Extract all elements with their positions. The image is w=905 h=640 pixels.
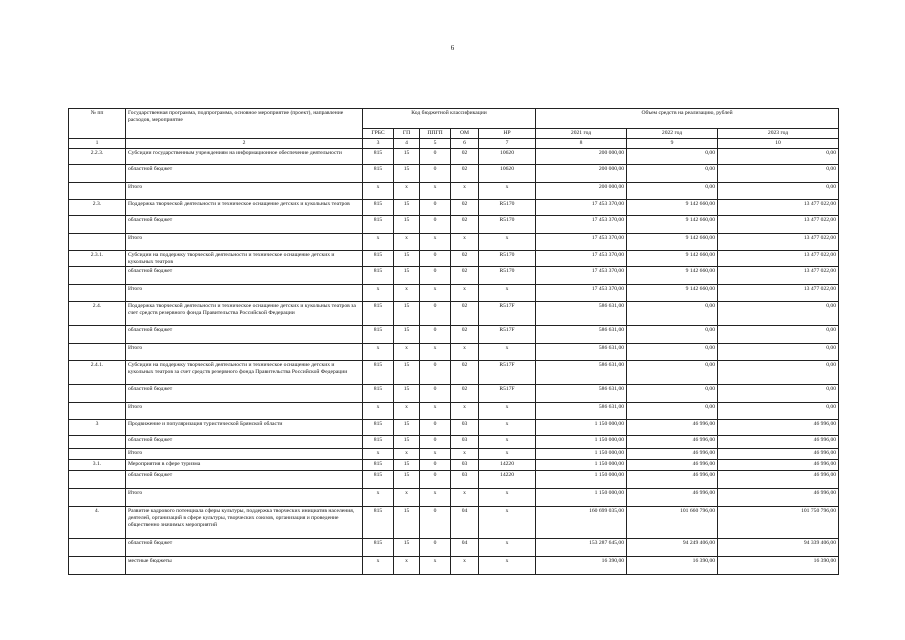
cell-nr: R517F	[479, 302, 536, 326]
cell-v2023: 46 996,00	[718, 449, 839, 460]
cell-v2021: 17 453 370,00	[536, 267, 627, 285]
cell-nr: 14220	[479, 460, 536, 471]
cell-name: Субсидии на поддержку творческой деятельности и техническое оснащение детских и кукольных театров	[126, 251, 363, 267]
table-row	[69, 234, 839, 251]
cell-ppgp: х	[420, 344, 451, 361]
cell-v2021: 17 453 370,00	[536, 216, 627, 234]
cell-v2023: 13 477 022,00	[718, 267, 839, 285]
table-row	[69, 216, 839, 234]
col-number: 4	[394, 139, 420, 149]
cell-v2022: 9 142 660,00	[627, 234, 718, 251]
cell-om: 02	[451, 361, 479, 385]
cell-om: х	[451, 344, 479, 361]
cell-num	[69, 403, 126, 420]
cell-v2022: 9 142 660,00	[627, 251, 718, 267]
cell-v2022: 9 142 660,00	[627, 267, 718, 285]
cell-grbs: 815	[363, 267, 394, 285]
cell-gp: 15	[394, 165, 420, 183]
cell-v2021: 200 000,00	[536, 165, 627, 183]
cell-om: х	[451, 489, 479, 507]
cell-v2021: 586 631,00	[536, 302, 627, 326]
cell-ppgp: 0	[420, 436, 451, 449]
cell-v2022: 9 142 660,00	[627, 285, 718, 302]
table-row	[69, 539, 839, 557]
cell-v2023: 0,00	[718, 403, 839, 420]
cell-nr: R517F	[479, 326, 536, 344]
cell-ppgp: 0	[420, 471, 451, 489]
cell-name: областной бюджет	[126, 165, 363, 183]
cell-om: 02	[451, 149, 479, 165]
cell-nr: х	[479, 234, 536, 251]
cell-v2022: 0,00	[627, 385, 718, 403]
cell-name: областной бюджет	[126, 385, 363, 403]
cell-ppgp: 0	[420, 420, 451, 436]
cell-v2021: 586 631,00	[536, 403, 627, 420]
cell-v2023: 13 477 022,00	[718, 251, 839, 267]
cell-num	[69, 344, 126, 361]
cell-v2023: 46 996,00	[718, 460, 839, 471]
cell-grbs: 815	[363, 200, 394, 216]
cell-num: 2.3.1.	[69, 251, 126, 267]
cell-ppgp: х	[420, 403, 451, 420]
cell-v2023: 0,00	[718, 361, 839, 385]
cell-gp: х	[394, 234, 420, 251]
cell-om: 04	[451, 539, 479, 557]
cell-v2022: 9 142 660,00	[627, 216, 718, 234]
cell-grbs: х	[363, 344, 394, 361]
cell-v2023: 46 996,00	[718, 489, 839, 507]
cell-nr: R5170	[479, 267, 536, 285]
cell-gp: 15	[394, 251, 420, 267]
cell-grbs: 815	[363, 149, 394, 165]
cell-v2021: 200 000,00	[536, 149, 627, 165]
cell-v2021: 153 287 645,00	[536, 539, 627, 557]
cell-grbs: х	[363, 403, 394, 420]
cell-grbs: 815	[363, 436, 394, 449]
cell-name: областной бюджет	[126, 539, 363, 557]
cell-v2023: 101 750 796,00	[718, 507, 839, 539]
cell-v2022: 46 996,00	[627, 489, 718, 507]
table-row	[69, 385, 839, 403]
table-row	[69, 251, 839, 267]
cell-v2021: 1 150 000,00	[536, 460, 627, 471]
cell-num: 4.	[69, 507, 126, 539]
cell-name: областной бюджет	[126, 216, 363, 234]
page-number: 6	[450, 44, 455, 52]
cell-gp: 15	[394, 216, 420, 234]
cell-gp: 15	[394, 539, 420, 557]
cell-v2021: 16 390,00	[536, 557, 627, 575]
cell-nr: х	[479, 344, 536, 361]
cell-nr: R5170	[479, 251, 536, 267]
cell-nr: х	[479, 285, 536, 302]
header-grbs: ГРБС	[363, 129, 394, 139]
cell-grbs: х	[363, 489, 394, 507]
cell-name: Итого	[126, 403, 363, 420]
cell-ppgp: 0	[420, 216, 451, 234]
cell-grbs: 815	[363, 385, 394, 403]
cell-om: 02	[451, 302, 479, 326]
cell-v2022: 0,00	[627, 344, 718, 361]
cell-v2022: 0,00	[627, 361, 718, 385]
cell-v2022: 16 390,00	[627, 557, 718, 575]
cell-num	[69, 539, 126, 557]
cell-om: 02	[451, 326, 479, 344]
cell-ppgp: х	[420, 449, 451, 460]
cell-gp: х	[394, 489, 420, 507]
cell-nr: х	[479, 403, 536, 420]
cell-om: 03	[451, 436, 479, 449]
table-row	[69, 149, 839, 165]
cell-ppgp: 0	[420, 302, 451, 326]
cell-v2022: 9 142 660,00	[627, 200, 718, 216]
cell-v2022: 0,00	[627, 326, 718, 344]
cell-name: Субсидии государственным учреждениям на информационное обеспечение деятельности	[126, 149, 363, 165]
cell-om: 02	[451, 200, 479, 216]
cell-v2021: 1 150 000,00	[536, 436, 627, 449]
cell-v2023: 0,00	[718, 165, 839, 183]
table-row	[69, 403, 839, 420]
cell-grbs: 815	[363, 539, 394, 557]
cell-ppgp: 0	[420, 165, 451, 183]
cell-grbs: 815	[363, 361, 394, 385]
cell-v2022: 46 996,00	[627, 449, 718, 460]
cell-name: Итого	[126, 234, 363, 251]
cell-ppgp: 0	[420, 267, 451, 285]
cell-v2023: 0,00	[718, 326, 839, 344]
cell-v2022: 0,00	[627, 149, 718, 165]
cell-num	[69, 165, 126, 183]
cell-om: 03	[451, 420, 479, 436]
table-row	[69, 344, 839, 361]
header-gp: ГП	[394, 129, 420, 139]
cell-num	[69, 216, 126, 234]
cell-nr: R517F	[479, 361, 536, 385]
cell-v2021: 1 150 000,00	[536, 449, 627, 460]
table-row	[69, 183, 839, 200]
cell-v2023: 0,00	[718, 149, 839, 165]
cell-num	[69, 449, 126, 460]
table-row	[69, 460, 839, 471]
cell-v2022: 0,00	[627, 165, 718, 183]
cell-grbs: 815	[363, 165, 394, 183]
cell-num: 2.4.	[69, 302, 126, 326]
cell-om: 03	[451, 460, 479, 471]
cell-v2023: 46 996,00	[718, 436, 839, 449]
cell-grbs: 815	[363, 471, 394, 489]
cell-ppgp: х	[420, 234, 451, 251]
cell-om: 02	[451, 216, 479, 234]
cell-num	[69, 557, 126, 575]
cell-v2021: 1 150 000,00	[536, 420, 627, 436]
table-row	[69, 436, 839, 449]
cell-name: Мероприятия в сфере туризма	[126, 460, 363, 471]
cell-om: х	[451, 234, 479, 251]
cell-v2021: 17 453 370,00	[536, 200, 627, 216]
cell-v2023: 0,00	[718, 183, 839, 200]
cell-v2022: 46 996,00	[627, 420, 718, 436]
cell-ppgp: 0	[420, 326, 451, 344]
cell-nr: х	[479, 449, 536, 460]
cell-gp: 15	[394, 436, 420, 449]
cell-gp: х	[394, 403, 420, 420]
header-2022: 2022 год	[627, 129, 718, 139]
cell-v2023: 13 477 022,00	[718, 200, 839, 216]
cell-gp: х	[394, 285, 420, 302]
cell-v2023: 94 339 406,00	[718, 539, 839, 557]
cell-v2022: 0,00	[627, 403, 718, 420]
table-row	[69, 267, 839, 285]
header-ppgp: ППГП	[420, 129, 451, 139]
cell-ppgp: х	[420, 183, 451, 200]
cell-gp: 15	[394, 361, 420, 385]
header-kbk: Код бюджетной классификации	[363, 109, 536, 129]
cell-om: 02	[451, 385, 479, 403]
cell-v2022: 94 249 406,00	[627, 539, 718, 557]
cell-v2023: 0,00	[718, 385, 839, 403]
cell-om: х	[451, 183, 479, 200]
cell-gp: 15	[394, 460, 420, 471]
cell-gp: х	[394, 557, 420, 575]
col-number: 8	[536, 139, 627, 149]
cell-grbs: 815	[363, 507, 394, 539]
cell-num	[69, 326, 126, 344]
cell-num: 2.3.	[69, 200, 126, 216]
col-number: 3	[363, 139, 394, 149]
cell-num: 3.1.	[69, 460, 126, 471]
header-om: ОМ	[451, 129, 479, 139]
cell-nr: 10620	[479, 149, 536, 165]
cell-v2021: 200 000,00	[536, 183, 627, 200]
cell-name: Продвижение и популяризация туристической Брянской области	[126, 420, 363, 436]
cell-om: 02	[451, 165, 479, 183]
header-volume: Объем средств на реализацию, рублей	[536, 109, 839, 129]
cell-om: 02	[451, 267, 479, 285]
table-row	[69, 507, 839, 539]
cell-nr: х	[479, 183, 536, 200]
cell-gp: 15	[394, 471, 420, 489]
cell-om: 02	[451, 251, 479, 267]
cell-num	[69, 267, 126, 285]
table-row	[69, 326, 839, 344]
cell-v2023: 46 996,00	[718, 420, 839, 436]
cell-num: 2.2.3.	[69, 149, 126, 165]
col-number: 5	[420, 139, 451, 149]
table-row	[69, 165, 839, 183]
cell-nr: х	[479, 436, 536, 449]
table-row	[69, 200, 839, 216]
cell-gp: 15	[394, 200, 420, 216]
cell-v2023: 13 477 022,00	[718, 216, 839, 234]
cell-v2021: 1 150 000,00	[536, 489, 627, 507]
cell-om: 03	[451, 471, 479, 489]
cell-grbs: 815	[363, 216, 394, 234]
cell-num	[69, 489, 126, 507]
table-row	[69, 449, 839, 460]
header-2021: 2021 год	[536, 129, 627, 139]
cell-num	[69, 471, 126, 489]
table-row	[69, 361, 839, 385]
cell-gp: 15	[394, 507, 420, 539]
table-row	[69, 471, 839, 489]
col-number: 7	[479, 139, 536, 149]
cell-num	[69, 385, 126, 403]
cell-om: х	[451, 557, 479, 575]
cell-nr: 14220	[479, 471, 536, 489]
cell-name: Развитие кадрового потенциала сферы культуры, поддержка творческих инициатив населения, деятелей, организаций в сфере культуры, творческих союзов, организация и проведение общественно значимых мероприятий	[126, 507, 363, 539]
cell-nr: х	[479, 420, 536, 436]
cell-num: 3	[69, 420, 126, 436]
header-nr: НР	[479, 129, 536, 139]
cell-grbs: 815	[363, 420, 394, 436]
table-row	[69, 285, 839, 302]
cell-num: 2.4.1.	[69, 361, 126, 385]
cell-grbs: х	[363, 557, 394, 575]
cell-v2022: 0,00	[627, 183, 718, 200]
table-row	[69, 420, 839, 436]
cell-name: областной бюджет	[126, 267, 363, 285]
table-row	[69, 557, 839, 575]
cell-v2022: 46 996,00	[627, 436, 718, 449]
cell-om: х	[451, 403, 479, 420]
cell-gp: 15	[394, 302, 420, 326]
cell-ppgp: 0	[420, 251, 451, 267]
cell-nr: х	[479, 539, 536, 557]
cell-ppgp: х	[420, 489, 451, 507]
cell-grbs: 815	[363, 460, 394, 471]
cell-name: Итого	[126, 183, 363, 200]
cell-ppgp: 0	[420, 200, 451, 216]
cell-gp: х	[394, 183, 420, 200]
cell-grbs: 815	[363, 302, 394, 326]
cell-om: 04	[451, 507, 479, 539]
cell-v2022: 101 660 796,00	[627, 507, 718, 539]
cell-name: Субсидии на поддержку творческой деятельности и техническое оснащение детских и кукольных театров за счет средств резервного фонда Правительства Российской Федерации	[126, 361, 363, 385]
cell-om: х	[451, 449, 479, 460]
cell-v2021: 17 453 370,00	[536, 251, 627, 267]
budget-table	[68, 108, 839, 575]
cell-name: Итого	[126, 449, 363, 460]
cell-ppgp: 0	[420, 385, 451, 403]
cell-name: местные бюджеты	[126, 557, 363, 575]
cell-v2021: 586 631,00	[536, 361, 627, 385]
cell-v2021: 586 631,00	[536, 344, 627, 361]
cell-name: Итого	[126, 489, 363, 507]
cell-ppgp: 0	[420, 507, 451, 539]
cell-v2022: 46 996,00	[627, 460, 718, 471]
cell-name: областной бюджет	[126, 326, 363, 344]
cell-v2023: 16 390,00	[718, 557, 839, 575]
col-number: 2	[126, 139, 363, 149]
cell-name: областной бюджет	[126, 436, 363, 449]
table-body	[69, 149, 839, 575]
cell-v2021: 586 631,00	[536, 326, 627, 344]
cell-v2023: 0,00	[718, 344, 839, 361]
cell-gp: 15	[394, 420, 420, 436]
cell-v2022: 46 996,00	[627, 471, 718, 489]
cell-nr: х	[479, 489, 536, 507]
cell-num	[69, 436, 126, 449]
col-number: 6	[451, 139, 479, 149]
header-2023: 2023 год	[718, 129, 839, 139]
cell-grbs: х	[363, 449, 394, 460]
cell-v2021: 17 453 370,00	[536, 234, 627, 251]
cell-v2022: 0,00	[627, 302, 718, 326]
cell-v2023: 13 477 022,00	[718, 285, 839, 302]
cell-gp: х	[394, 344, 420, 361]
cell-ppgp: х	[420, 557, 451, 575]
cell-name: Поддержка творческой деятельности и техническое оснащение детских и кукольных театров за счет средств резервного фонда Правительства Российской Федерации	[126, 302, 363, 326]
cell-v2023: 46 996,00	[718, 471, 839, 489]
cell-v2021: 586 631,00	[536, 385, 627, 403]
cell-nr: 10620	[479, 165, 536, 183]
cell-v2023: 0,00	[718, 302, 839, 326]
cell-name: Поддержка творческой деятельности и техническое оснащение детских и кукольных театров	[126, 200, 363, 216]
cell-grbs: х	[363, 285, 394, 302]
cell-v2021: 17 453 370,00	[536, 285, 627, 302]
table-row	[69, 302, 839, 326]
cell-ppgp: 0	[420, 460, 451, 471]
cell-name: Итого	[126, 344, 363, 361]
cell-ppgp: х	[420, 285, 451, 302]
cell-ppgp: 0	[420, 539, 451, 557]
cell-gp: 15	[394, 385, 420, 403]
cell-v2021: 1 150 000,00	[536, 471, 627, 489]
cell-nr: х	[479, 557, 536, 575]
cell-gp: 15	[394, 267, 420, 285]
col-number: 1	[69, 139, 126, 149]
col-number: 9	[627, 139, 718, 149]
cell-ppgp: 0	[420, 149, 451, 165]
cell-grbs: 815	[363, 251, 394, 267]
cell-grbs: х	[363, 234, 394, 251]
cell-ppgp: 0	[420, 361, 451, 385]
cell-num	[69, 285, 126, 302]
cell-nr: R5170	[479, 200, 536, 216]
cell-name: Итого	[126, 285, 363, 302]
cell-gp: х	[394, 449, 420, 460]
col-number: 10	[718, 139, 839, 149]
cell-gp: 15	[394, 149, 420, 165]
cell-grbs: х	[363, 183, 394, 200]
cell-v2021: 160 699 035,00	[536, 507, 627, 539]
cell-num	[69, 234, 126, 251]
cell-gp: 15	[394, 326, 420, 344]
cell-nr: R517F	[479, 385, 536, 403]
cell-nr: х	[479, 507, 536, 539]
cell-name: областной бюджет	[126, 471, 363, 489]
cell-grbs: 815	[363, 326, 394, 344]
header-name: Государственная программа, подпрограмма, основное мероприятие (проект), направление расходов, мероприятие	[126, 109, 363, 139]
cell-nr: R5170	[479, 216, 536, 234]
cell-num	[69, 183, 126, 200]
table-row	[69, 489, 839, 507]
cell-v2023: 13 477 022,00	[718, 234, 839, 251]
cell-om: х	[451, 285, 479, 302]
header-num: № пп	[69, 109, 126, 139]
